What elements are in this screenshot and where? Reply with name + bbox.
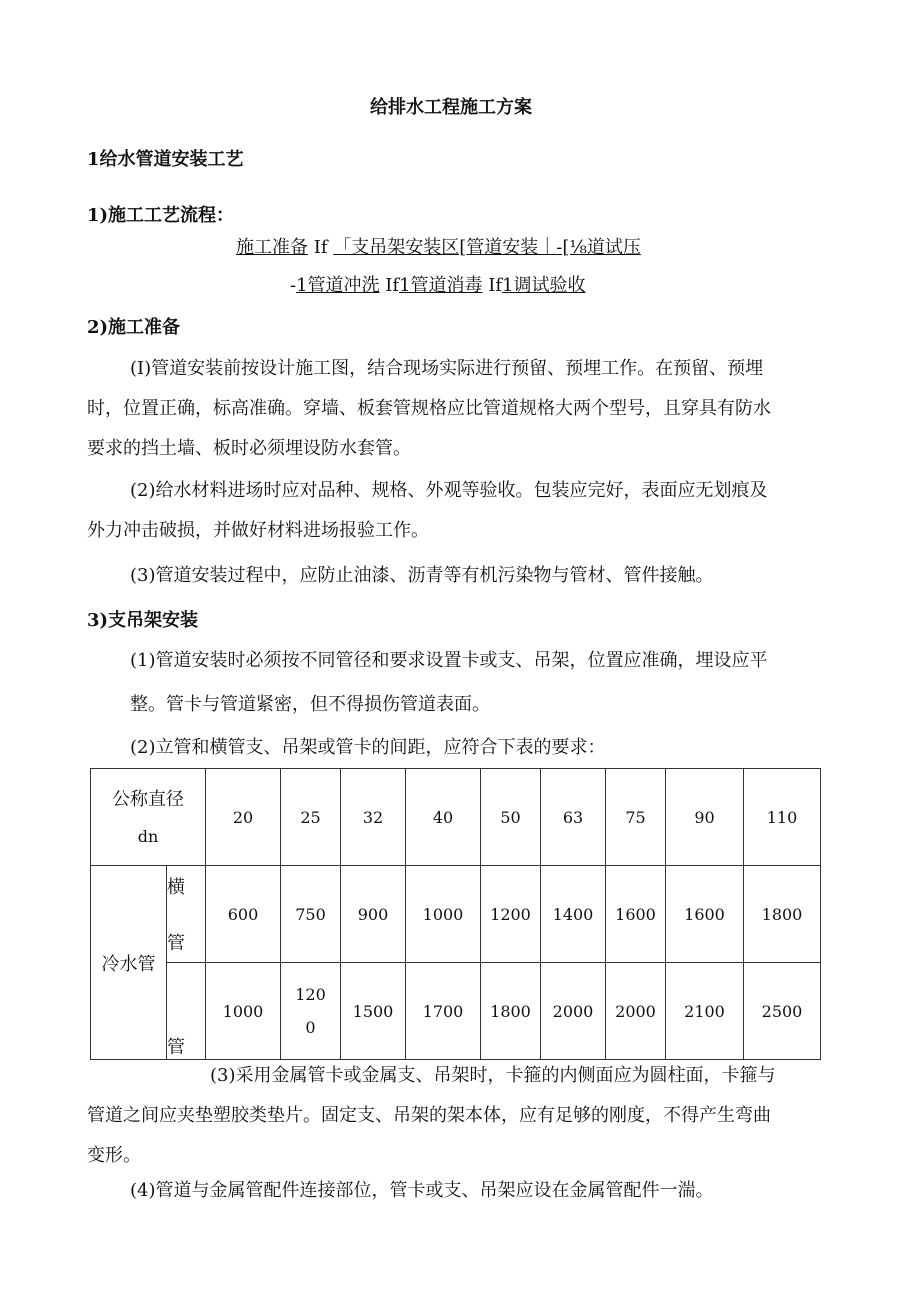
flow-arrow: If [488, 275, 503, 296]
paragraph-line: 整。管卡与管道紧密，但不得损伤管道表面。 [130, 694, 490, 715]
dn-cell: 32 [341, 769, 406, 866]
flow-step: 1管道消毒 [399, 275, 483, 296]
flow-step: 施工准备 [236, 237, 308, 258]
flow-step: -[⅛道试压 [556, 237, 641, 258]
value-cell: 900 [341, 866, 406, 963]
dn-cell: 110 [744, 769, 821, 866]
flow-step: 1管道冲洗 [296, 275, 380, 296]
paragraph-line: (1)管道安装时必须按不同管径和要求设置卡或支、吊架，位置应准确，埋设应平 [130, 650, 768, 671]
row-label: 管 [167, 963, 206, 1060]
flow-step: 「支吊架安装区[管道安装｜ [333, 237, 557, 258]
value-part: 0 [305, 1018, 316, 1037]
paragraph-line: 变形。 [87, 1145, 141, 1166]
dn-cell: 40 [406, 769, 481, 866]
paragraph-line: 时，位置正确，标高准确。穿墙、板套管规格应比管道规格大两个型号，且穿具有防水 [87, 398, 771, 419]
value-cell: 1800 [744, 866, 821, 963]
flow-step: 1调试验收 [502, 275, 586, 296]
dn-cell: 50 [481, 769, 541, 866]
paragraph-line: (3)管道安装过程中，应防止油漆、沥青等有机污染物与管材、管件接触。 [130, 565, 714, 586]
flow-arrow: If [385, 275, 400, 296]
flow-arrow: If [313, 237, 328, 258]
doc-title: 给排水工程施工方案 [370, 97, 532, 118]
dn-cell: 75 [606, 769, 666, 866]
value-part: 120 [295, 985, 326, 1004]
paragraph-line: (3)采用金属管卡或金属支、吊架时，卡箍的内侧面应为圆柱面，卡箍与 [210, 1065, 776, 1086]
row-label-char: 横 [167, 877, 185, 898]
spacing-table [90, 768, 821, 1060]
value-cell: 1600 [666, 866, 744, 963]
value-cell: 1400 [541, 866, 606, 963]
paragraph-line: (2)立管和横管支、吊架或管卡的间距，应符合下表的要求： [130, 737, 606, 758]
paragraph-line: 要求的挡土墙、板时必须埋设防水套管。 [87, 438, 411, 459]
row-label-char: 管 [167, 933, 185, 954]
paragraph-line: (4)管道与金属管配件连接部位，管卡或支、吊架应设在金属管配件一湍。 [130, 1180, 714, 1201]
value-cell: 2100 [666, 963, 744, 1060]
value-cell: 1000 [206, 963, 281, 1060]
paragraph-line: (I)管道安装前按设计施工图，结合现场实际进行预留、预埋工作。在预留、预埋 [130, 358, 764, 379]
paragraph-line: (2)给水材料进场时应对品种、规格、外观等验收。包装应完好，表面应无划痕及 [130, 480, 768, 501]
value-cell: 750 [281, 866, 341, 963]
header-label: 公称直径 [112, 789, 184, 810]
flow-arrow: - [290, 275, 297, 296]
value-cell: 1600 [606, 866, 666, 963]
section-heading: 1给水管道安装工艺 [87, 149, 244, 170]
process-flow-line-1 [236, 236, 641, 260]
value-cell: 2000 [606, 963, 666, 1060]
paragraph-line: 外力冲击破损，并做好材料进场报验工作。 [87, 520, 429, 541]
value-cell: 1800 [481, 963, 541, 1060]
value-cell: 600 [206, 866, 281, 963]
paragraph-line: 管道之间应夹垫塑胶类垫片。固定支、吊架的架本体，应有足够的刚度，不得产生弯曲 [87, 1105, 771, 1126]
subsection-heading: 1)施工工艺流程： [87, 205, 235, 226]
value-cell: 2500 [744, 963, 821, 1060]
header-unit: dn [137, 827, 159, 846]
dn-cell: 90 [666, 769, 744, 866]
subsection-heading: 3)支吊架安装 [87, 610, 199, 631]
dn-cell: 20 [206, 769, 281, 866]
header-cell [91, 769, 206, 866]
value-cell [281, 963, 341, 1060]
group-cell: 冷水管 [91, 866, 167, 1060]
value-cell: 1000 [406, 866, 481, 963]
value-cell: 2000 [541, 963, 606, 1060]
subsection-heading: 2)施工准备 [87, 317, 181, 338]
dn-cell: 63 [541, 769, 606, 866]
value-cell: 1500 [341, 963, 406, 1060]
row-label [167, 866, 206, 963]
process-flow-line-2 [290, 274, 585, 298]
dn-cell: 25 [281, 769, 341, 866]
value-cell: 1700 [406, 963, 481, 1060]
value-cell: 1200 [481, 866, 541, 963]
